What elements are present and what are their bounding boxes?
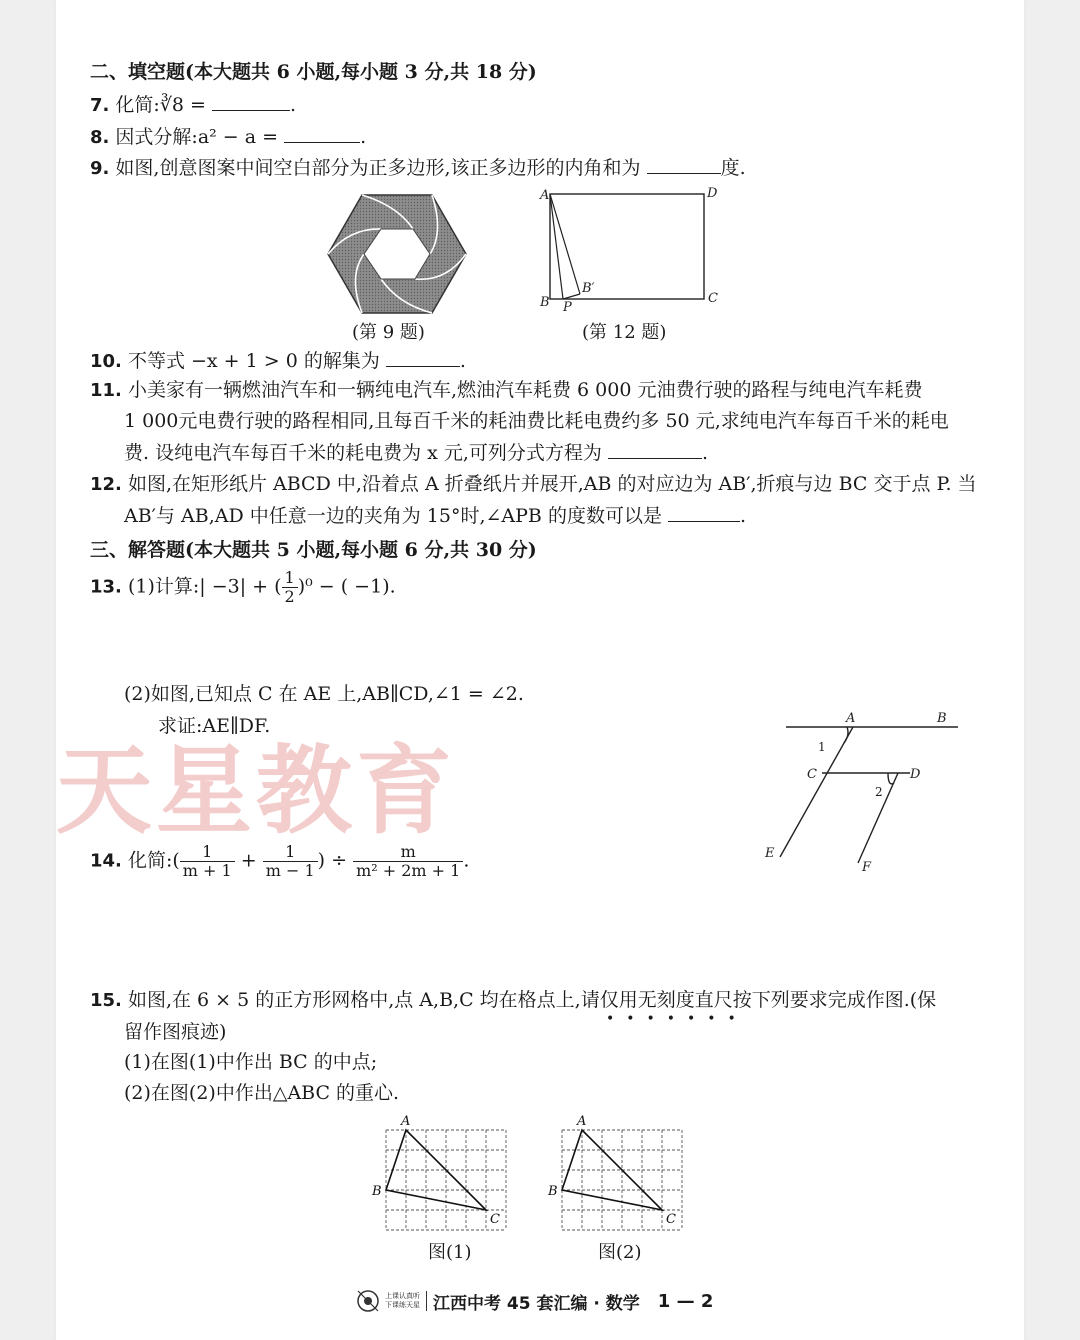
figure-15-grid-1 — [370, 1110, 516, 1236]
q12-line1: 如图,在矩形纸片 ABCD 中,沿着点 A 折叠纸片并展开,AB 的对应边为 AB′,折痕与边 BC 交于点 P. 当 — [127, 473, 977, 495]
grid1-label-b: B — [372, 1184, 382, 1199]
q10-end: . — [459, 350, 466, 372]
fig12-label-d: D — [707, 186, 718, 201]
section2-heading: 二、填空题(本大题共 6 小题,每小题 3 分,共 18 分) — [90, 61, 537, 83]
q14-f2-num: 1 — [263, 843, 318, 862]
q11-answer-blank[interactable] — [608, 440, 702, 459]
question-7 — [90, 92, 296, 118]
q8-number: 8. — [90, 127, 110, 148]
fig13-label-b: B — [937, 711, 947, 726]
q15-part1: (1)在图(1)中作出 BC 的中点; — [124, 1051, 378, 1073]
fig13-label-c: C — [807, 767, 817, 782]
footer-logo-text — [385, 1292, 420, 1310]
q14-f1-den: m + 1 — [182, 861, 232, 880]
q15-line2: 留作图痕迹) — [124, 1021, 227, 1043]
q9-text: 如图,创意图案中间空白部分为正多边形,该正多边形的内角和为 — [115, 157, 641, 179]
grid1-label-a: A — [401, 1114, 411, 1129]
grid2-label-b: B — [548, 1184, 558, 1199]
fig12-label-p: P — [563, 300, 572, 314]
q12-line2: AB′与 AB,AD 中任意一边的夹角为 15°时,∠APB 的度数可以是 — [124, 505, 662, 527]
q13-number: 13. — [90, 576, 122, 598]
figure-13-parallel-lines — [760, 705, 970, 880]
q14-fraction-2 — [263, 843, 318, 880]
q10-answer-blank[interactable] — [386, 348, 460, 367]
q13-part2-line1: (2)如图,已知点 C 在 AE 上,AB∥CD,∠1 = ∠2. — [124, 683, 524, 705]
question-11-line-1 — [90, 378, 922, 403]
question-8 — [90, 124, 366, 150]
q12-number: 12. — [90, 474, 122, 495]
q11-number: 11. — [90, 380, 122, 401]
q13-fraction — [282, 569, 298, 606]
fig13-label-f: F — [862, 860, 872, 875]
fig13-label-e: E — [765, 846, 775, 861]
q13-part1-a: (1)计算:| −3| + ( — [127, 575, 282, 598]
question-15-line-1 — [90, 988, 936, 1013]
fig12-label-b-prime: B′ — [582, 281, 595, 296]
q14-prefix: 化简:( — [127, 849, 180, 872]
fig13-angle-1: 1 — [818, 740, 826, 754]
question-13-part-1 — [90, 569, 396, 606]
fig13-angle-2: 2 — [875, 785, 883, 799]
footer-title: 江西中考 45 套汇编 · 数学 — [433, 1293, 640, 1314]
q15-number: 15. — [90, 990, 122, 1011]
q14-end: . — [463, 849, 470, 872]
q10-text: 不等式 −x + 1 > 0 的解集为 — [127, 350, 380, 372]
logo-line1: 上课认真听 — [385, 1292, 420, 1300]
q11-line3: 费. 设纯电汽车每百千米的耗电费为 x 元,可列分式方程为 — [124, 442, 602, 464]
q7-number: 7. — [90, 95, 110, 116]
q13-part1-b: )⁰ − ( −1). — [297, 575, 396, 598]
q11-line1: 小美家有一辆燃油汽车和一辆纯电汽车,燃油汽车耗费 6 000 元油费行驶的路程与纯电汽车耗费 — [127, 379, 923, 401]
figure-12-rectangle-fold — [536, 184, 726, 314]
footer — [355, 1288, 713, 1314]
logo-icon — [355, 1288, 381, 1314]
q7-answer-blank[interactable] — [212, 92, 290, 111]
grid2-caption: 图(2) — [598, 1242, 642, 1263]
fig12-label-b: B — [540, 295, 550, 310]
q7-text: 化简:∛8 = — [115, 94, 206, 116]
q13-frac-num: 1 — [282, 569, 298, 588]
q8-answer-blank[interactable] — [284, 124, 360, 143]
q14-f3-den: m² + 2m + 1 — [356, 861, 461, 880]
figure-9-caption: (第 9 题) — [352, 322, 425, 343]
q12-end: . — [740, 505, 747, 527]
fig13-label-d: D — [910, 767, 921, 782]
question-9 — [90, 155, 746, 181]
q14-f1-num: 1 — [180, 843, 235, 862]
q15-part2: (2)在图(2)中作出△ABC 的重心. — [124, 1082, 400, 1104]
q15-line1: 如图,在 6 × 5 的正方形网格中,点 A,B,C 均在格点上,请仅用无刻度直尺按下列要求完成作图.(保 — [127, 989, 937, 1011]
q13-frac-den: 2 — [284, 587, 295, 606]
q13-part2-line2: 求证:AE∥DF. — [158, 715, 271, 737]
grid1-caption: 图(1) — [428, 1242, 472, 1263]
footer-divider — [426, 1291, 427, 1311]
q14-f3-num: m — [353, 843, 463, 862]
figure-15-grid-2 — [546, 1110, 692, 1236]
q9-number: 9. — [90, 158, 110, 179]
question-14 — [90, 843, 469, 880]
question-12-line-2 — [124, 503, 746, 528]
grid2-label-c: C — [666, 1212, 676, 1227]
fig13-label-a: A — [846, 711, 856, 726]
question-11-line-3 — [124, 440, 708, 465]
q9-end: 度. — [720, 157, 746, 179]
section3-heading: 三、解答题(本大题共 5 小题,每小题 6 分,共 30 分) — [90, 539, 537, 561]
footer-page: 1 — 2 — [657, 1290, 714, 1312]
q14-plus: + — [240, 849, 257, 872]
fig12-label-a: A — [540, 188, 550, 203]
q12-answer-blank[interactable] — [668, 503, 740, 522]
fig12-label-c: C — [708, 291, 718, 306]
q11-line2: 1 000元电费行驶的路程相同,且每百千米的耗油费比耗电费约多 50 元,求纯电汽车每百千米的耗电 — [124, 410, 949, 432]
q11-end: . — [701, 442, 709, 464]
q7-end: . — [290, 94, 297, 116]
q10-number: 10. — [90, 351, 122, 372]
q8-end: . — [360, 126, 367, 148]
question-12-line-1 — [90, 472, 977, 497]
figure-12-caption: (第 12 题) — [582, 322, 667, 343]
q9-answer-blank[interactable] — [647, 155, 721, 174]
q14-fraction-3 — [353, 843, 463, 880]
q14-number: 14. — [90, 850, 122, 872]
q14-fraction-1 — [180, 843, 235, 880]
figure-9-hexagon-pattern — [326, 192, 468, 316]
q8-text: 因式分解:a² − a = — [115, 126, 279, 148]
watermark: 天星教育 — [56, 735, 456, 847]
grid2-label-a: A — [577, 1114, 587, 1129]
question-10 — [90, 348, 466, 374]
emphasis-dots: ••••••• — [606, 1011, 748, 1027]
q14-div: ) ÷ — [317, 849, 348, 872]
grid1-label-c: C — [490, 1212, 500, 1227]
logo-line2: 下课练天星 — [385, 1301, 420, 1309]
q14-f2-den: m − 1 — [265, 861, 315, 880]
